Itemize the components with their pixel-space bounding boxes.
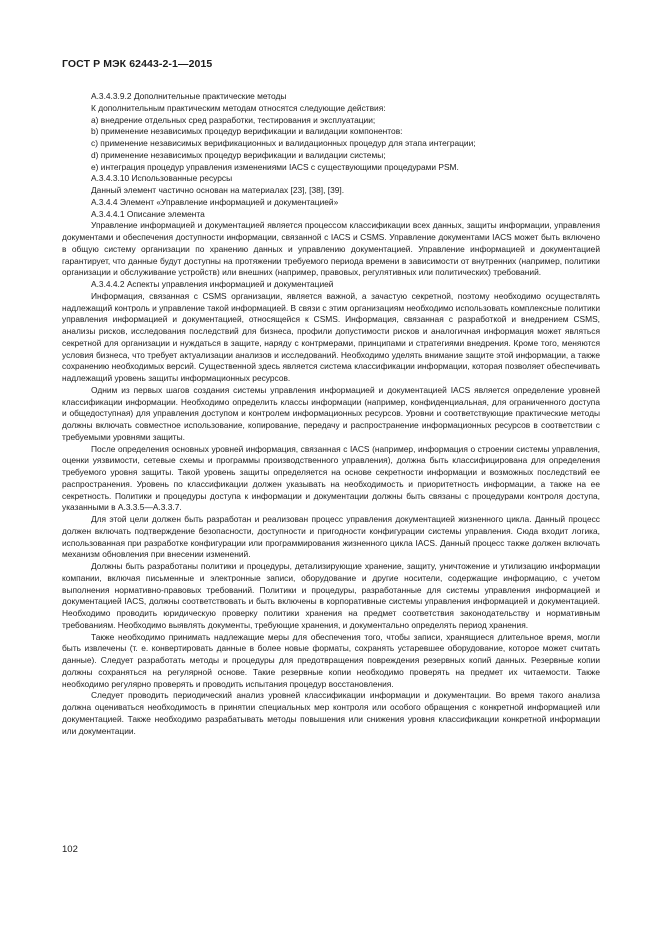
- section-heading: A.3.4.3.9.2 Дополнительные практические методы: [91, 91, 287, 101]
- section-heading: A.3.4.4.2 Аспекты управления информацией и документацией: [91, 279, 334, 289]
- paragraph: Должны быть разработаны политики и процедуры, детализирующие хранение, защиту, уничтожение и утилизацию информации компании, включая письменные и электронные записи, оборудование и другие носители, содержащие информацию, с учетом выполнения нормативно-правовых требований. Политики и процедуры, разработанные для системы управления информацией и документацией IACS, должны соответствовать и быть включены в корпоративные системы управления информацией и документацией. Необходимо проводить юридическую проверку политики хранения на предмет соответствия законодательству и нормативным требованиям. Необходимо выявлять документы, требующие хранения, и документально определять период хранения.: [62, 561, 600, 630]
- list-item: e) интеграция процедур управления изменениями IACS с существующими процедурами PSM.: [91, 161, 459, 172]
- list-item: b) применение независимых процедур верификации и валидации компонентов:: [91, 126, 403, 137]
- section-heading: A.3.4.4 Элемент «Управление информацией и документацией»: [91, 196, 339, 207]
- section-heading: A.3.4.4.1 Описание элемента: [91, 208, 205, 219]
- paragraph: Управление информацией и документацией является процессом классификации всех данных, защиты информации, управления документами и обеспечения доступности информации, связанной с IACS и CSMS. Управление документами IACS может быть включено в общую систему организации по хранению данных и управлению документацией. Управление информацией и документацией гарантирует, что данные будут доступны на протяжении требуемого периода времени в зависимости от внутренних (например, политики организации и обслуживание устройств) или внешних (например, правовых, регулятивных или политических) требований.: [62, 220, 600, 278]
- paragraph: Для этой цели должен быть разработан и реализован процесс управления документацией жизненного цикла. Данный процесс должен включать подтверждение безопасности, доступности и пригодности конфигурации системы управления. Сюда входит логика, использованная при разработке конфигурации или программирования жизненного цикла IACS. Данный процесс также должен включать механизм обновления при внесении изменений.: [62, 514, 600, 560]
- page-number: 102: [62, 844, 78, 855]
- list-item: a) внедрение отдельных сред разработки, тестирования и эксплуатации;: [91, 114, 376, 125]
- list-intro: К дополнительным практическим методам относятся следующие действия:: [91, 102, 386, 113]
- document-body: [62, 91, 600, 737]
- paragraph: Данный элемент частично основан на материалах [23], [38], [39].: [91, 185, 345, 195]
- list-item: c) применение независимых верификационных и валидационных процедур для этапа интеграции;: [91, 138, 476, 148]
- paragraph: Следует проводить периодический анализ уровней классификации информации и документации. Во время такого анализа должна оцениваться необходимость в принятии специальных мер контроля или особого обращения с конкретной информацией или документацией. Также необходимо разрабатывать методы повышения или снижения уровня классификации конкретной информации или документации.: [62, 690, 600, 736]
- list-item: d) применение независимых процедур верификации и валидации системы;: [91, 149, 386, 160]
- paragraph: Одним из первых шагов создания системы управления информацией и документацией IACS является определение уровней классификации информации. Необходимо определить классы информации (например, конфиденциальная, для ограниченного доступа и общедоступная) для управления доступом и контролем информационных ресурсов. Уровни и соответствующие практические методы должны включать совместное использование, копирование, передачу и распространение информационных ресурсов в соответствии с требуемыми уровнями защиты.: [62, 384, 600, 442]
- paragraph: Информация, связанная с CSMS организации, является важной, а зачастую секретной, поэтому необходимо осуществлять надлежащий контроль и управление такой информацией. В связи с этим организациям необходимо использовать комплексные политики управления информацией и документацией, относящейся к CSMS. Информация, связанная с разработкой и внедрением CSMS, анализы рисков, исследования последствий для бизнеса, профили допустимости рисков и аналогичная информация может являться секретной для организации и нуждаться в защите, наряду с контрмерами, принципами и стратегиями внедрения. Кроме того, меняются условия бизнеса, что требует актуализации анализов и исследований. Необходимо уделять внимание защите этой информации, а также сохранению необходимых версий. Существенной здесь является система классификации информации, которая позволяет обеспечивать надлежащий уровень защиты информационных ресурсов.: [62, 290, 600, 383]
- paragraph: После определения основных уровней информация, связанная с IACS (например, информация о строении системы управления, оценки уязвимости, сетевые схемы и программы производственного управления), должна быть классифицирована для определения требуемого уровня защиты. Такой уровень защиты определяется на основе секретности информации и возможных последствий ее распространения. Уровень по классификации должен указывать на необходимость и приоритетность информации, а также на ее секретность. Политики и процедуры доступа к информации и документации должны быть связаны с процедурами контроля доступа, указанными в A.3.3.5—A.3.3.7.: [62, 443, 600, 513]
- paragraph: Также необходимо принимать надлежащие меры для обеспечения того, чтобы записи, хранящиеся длительное время, могли быть извлечены (т. е. конвертировать данные в более новые форматы, сохранять устаревшее оборудование, которое может считать данные). Следует разработать методы и процедуры для предотвращения повреждения резервных копий данных. Резервные копии должны сохраняться на регулярной основе. Такие резервные копии необходимо проверять на предмет их читаемости. Также необходимо регулярно проверять и проводить испытания процедур восстановления.: [62, 631, 600, 689]
- page-header: ГОСТ Р МЭК 62443-2-1—2015: [62, 58, 213, 70]
- section-heading: A.3.4.3.10 Использованные ресурсы: [91, 173, 233, 184]
